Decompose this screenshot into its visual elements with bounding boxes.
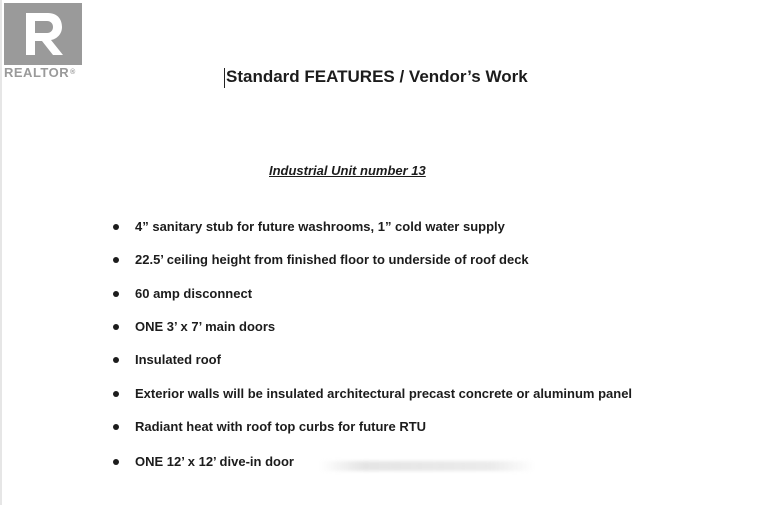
bullet-icon	[113, 224, 119, 230]
text-cursor	[224, 68, 225, 88]
feature-text: ONE 12’ x 12’ dive-in door	[135, 454, 294, 469]
bullet-icon	[113, 357, 119, 363]
feature-text: 4” sanitary stub for future washrooms, 1” cold water supply	[135, 219, 505, 234]
bullet-icon	[113, 424, 119, 430]
feature-text: Exterior walls will be insulated architectural precast concrete or aluminum panel	[135, 386, 633, 401]
bullet-icon	[113, 257, 119, 263]
feature-text: Radiant heat with roof top curbs for future RTU	[135, 419, 427, 434]
page-edge	[0, 0, 2, 505]
feature-text: ONE 3’ x 7’ main doors	[135, 319, 276, 334]
document-title: Standard FEATURES / Vendor’s Work	[226, 67, 528, 86]
bullet-icon	[113, 459, 119, 465]
document-subtitle: Industrial Unit number 13	[269, 163, 426, 178]
bullet-icon	[113, 391, 119, 397]
feature-text: 22.5’ ceiling height from finished floor to underside of roof deck	[135, 252, 529, 267]
bullet-icon	[113, 291, 119, 297]
realtor-wordmark: REALTOR®	[4, 65, 76, 80]
feature-text: Insulated roof	[135, 352, 221, 367]
bullet-icon	[113, 324, 119, 330]
scan-smudge	[320, 461, 535, 471]
realtor-r-icon	[4, 3, 82, 65]
realtor-logo	[3, 3, 87, 83]
feature-text: 60 amp disconnect	[135, 286, 253, 301]
